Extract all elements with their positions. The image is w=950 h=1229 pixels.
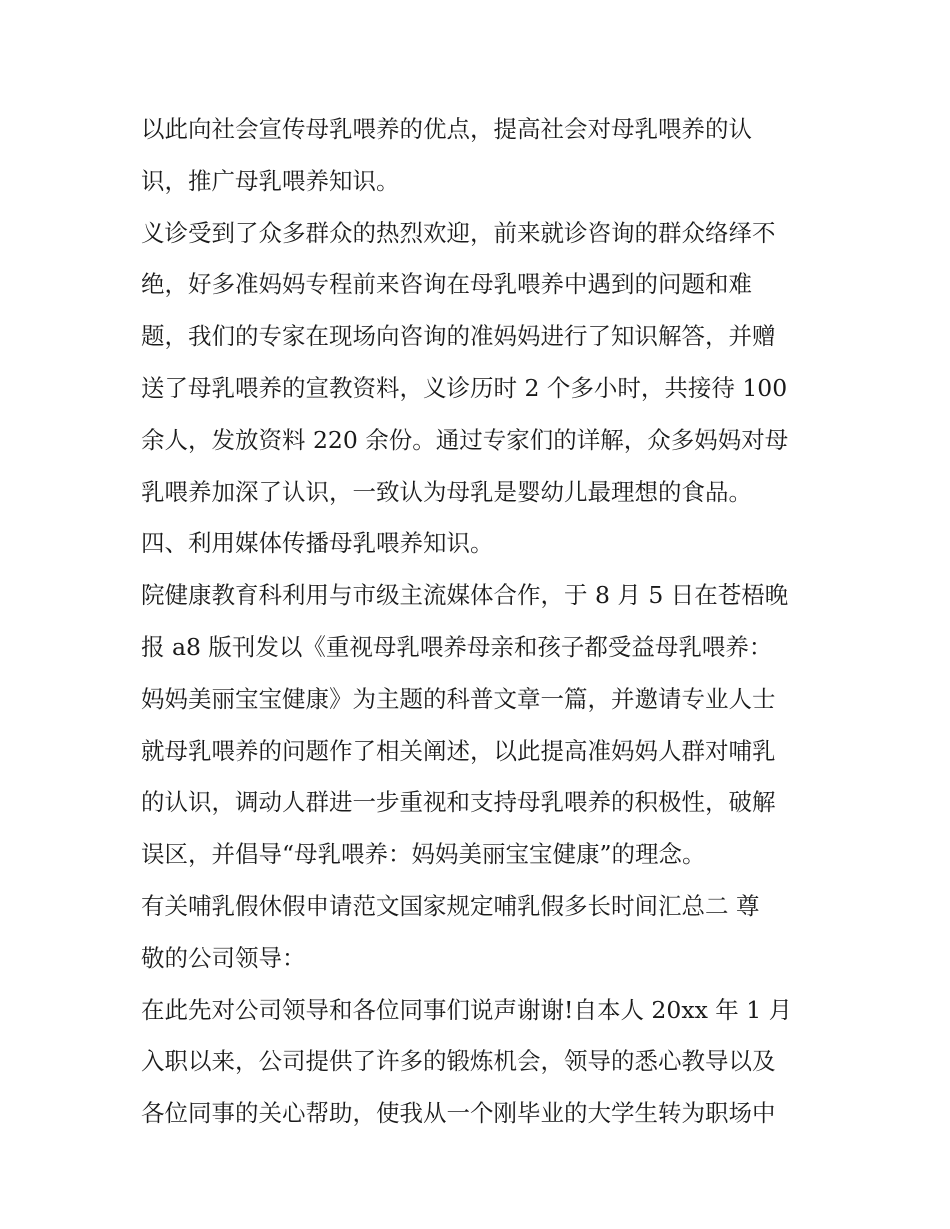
- text-line: 报 a8 版刊发以《重视母乳喂养母亲和孩子都受益母乳喂养：: [141, 632, 773, 661]
- text-line: 送了母乳喂养的宣教资料，义诊历时 2 个多小时，共接待 100: [141, 373, 788, 402]
- text-line: 院健康教育科利用与市级主流媒体合作，于 8 月 5 日在苍梧晚: [141, 581, 789, 610]
- text-line: 在此先对公司领导和各位同事们说声谢谢!自本人 20xx 年 1 月: [141, 995, 793, 1024]
- text-line: 义诊受到了众多群众的热烈欢迎，前来就诊咨询的群众络绎不: [141, 218, 776, 247]
- text-line: 误区，并倡导“母乳喂养：妈妈美丽宝宝健康”的理念。: [141, 840, 706, 869]
- text-line: 各位同事的关心帮助，使我从一个刚毕业的大学生转为职场中: [141, 1099, 776, 1128]
- text-line: 余人，发放资料 220 余份。通过专家们的详解，众多妈妈对母: [141, 425, 789, 454]
- text-line: 识，推广母乳喂养知识。: [141, 166, 400, 195]
- text-line: 妈妈美丽宝宝健康》为主题的科普文章一篇，并邀请专业人士: [141, 684, 776, 713]
- document-body: [141, 104, 821, 1140]
- text-line: 的认识，调动人群进一步重视和支持母乳喂养的积极性，破解: [141, 788, 776, 817]
- text-line: 题，我们的专家在现场向咨询的准妈妈进行了知识解答，并赠: [141, 322, 776, 351]
- text-line: 绝，好多准妈妈专程前来咨询在母乳喂养中遇到的问题和难: [141, 270, 752, 299]
- text-line: 乳喂养加深了认识，一致认为母乳是婴幼儿最理想的食品。: [141, 477, 752, 506]
- text-line: 以此向社会宣传母乳喂养的优点，提高社会对母乳喂养的认: [141, 115, 752, 143]
- text-line: 有关哺乳假休假申请范文国家规定哺乳假多长时间汇总二 尊: [141, 891, 760, 920]
- text-line: 入职以来，公司提供了许多的锻炼机会，领导的悉心教导以及: [141, 1047, 776, 1076]
- text-line: 就母乳喂养的问题作了相关阐述，以此提高准妈妈人群对哺乳: [141, 736, 776, 765]
- section-heading: 四、利用媒体传播母乳喂养知识。: [141, 529, 494, 558]
- text-line: 敬的公司领导：: [141, 943, 306, 972]
